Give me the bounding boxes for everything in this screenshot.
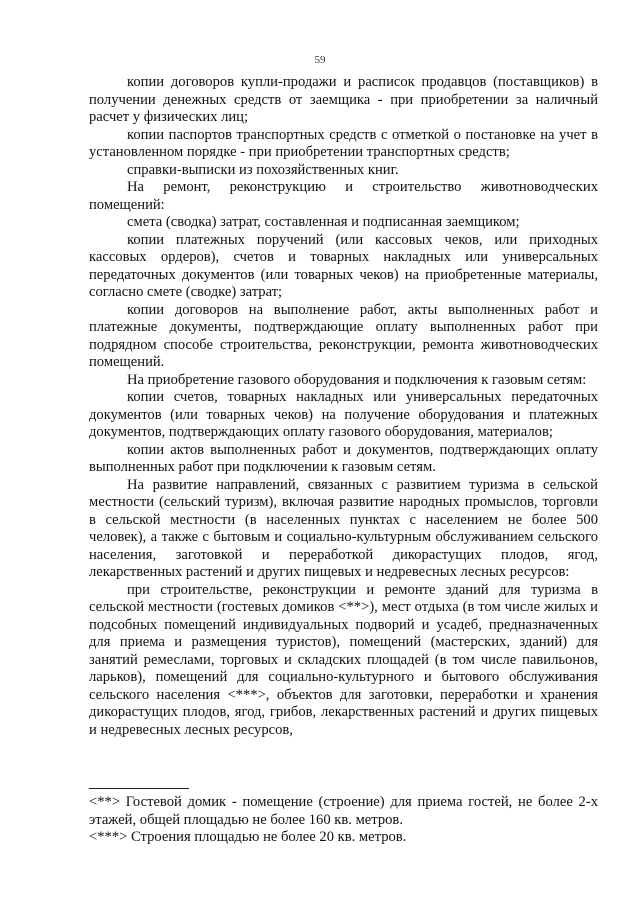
paragraph: На развитие направлений, связанных с развитием туризма в сельской местности (сельский туризм), включая развитие народных промыслов, торговли в сельской местности (в населенных пунктах с населением не более 500 человек), а также с бытовым и социально-культурным обслуживанием сельского населения, заготовкой и переработкой дикорастущих плодов, ягод, лекарственных растений и других пищевых и недревесных лесных ресурсов: [89, 476, 598, 580]
paragraph: копии актов выполненных работ и документов, подтверждающих оплату выполненных работ при подключении к газовым сетям. [89, 441, 598, 475]
paragraph: копии платежных поручений (или кассовых чеков, или приходных кассовых ордеров), счетов и товарных накладных или универсальных передаточных документов (или товарных чеков) на приобретенные материалы, согласно смете (сводке) затрат; [89, 231, 598, 300]
body-text [89, 74, 598, 739]
paragraph: копии договоров купли-продажи и расписок продавцов (поставщиков) в получении денежных средств от заемщика - при приобретении за наличный расчет у физических лиц; [89, 74, 598, 125]
footnote-separator [89, 788, 189, 789]
footnote: <***> Строения площадью не более 20 кв. метров. [89, 829, 407, 845]
paragraph: копии паспортов транспортных средств с отметкой о постановке на учет в установленном порядке - при приобретении транспортных средств; [89, 126, 598, 160]
paragraph: справки-выписки из похозяйственных книг. [127, 161, 399, 178]
footnote: <**> Гостевой домик - помещение (строение) для приема гостей, не более 2-х этажей, общей площадью не более 160 кв. метров. [89, 794, 598, 828]
page-number: 59 [314, 54, 326, 66]
paragraph: На приобретение газового оборудования и подключения к газовым сетям: [127, 371, 587, 388]
paragraph: смета (сводка) затрат, составленная и подписанная заемщиком; [127, 214, 520, 230]
paragraph: На ремонт, реконструкцию и строительство животноводческих помещений: [89, 179, 598, 213]
footnotes [89, 794, 598, 847]
paragraph: копии договоров на выполнение работ, акты выполненных работ и платежные документы, подтверждающие оплату выполненных работ при подрядном способе строительства, реконструкции, ремонта животноводческих помещений. [89, 301, 598, 370]
paragraph: копии счетов, товарных накладных или универсальных передаточных документов (или товарных чеков) на получение оборудования и платежных документов, подтверждающих оплату газового оборудования, материалов; [89, 389, 598, 440]
paragraph: при строительстве, реконструкции и ремонте зданий для туризма в сельской местности (гостевых домиков <**>), мест отдыха (в том числе жилых и подсобных помещений индивидуальных подворий и усадеб, предназначенных для приема и размещения туристов), помещений (мастерских, зданий) для занятий ремеслами, торговых и складских площадей (в том числе павильонов, ларьков), помещений для социально-культурного и бытового обслуживания сельского населения <***>, объектов для заготовки, переработки и хранения дикорастущих плодов, ягод, грибов, лекарственных растений и других пищевых и недревесных лесных ресурсов, [89, 581, 598, 738]
